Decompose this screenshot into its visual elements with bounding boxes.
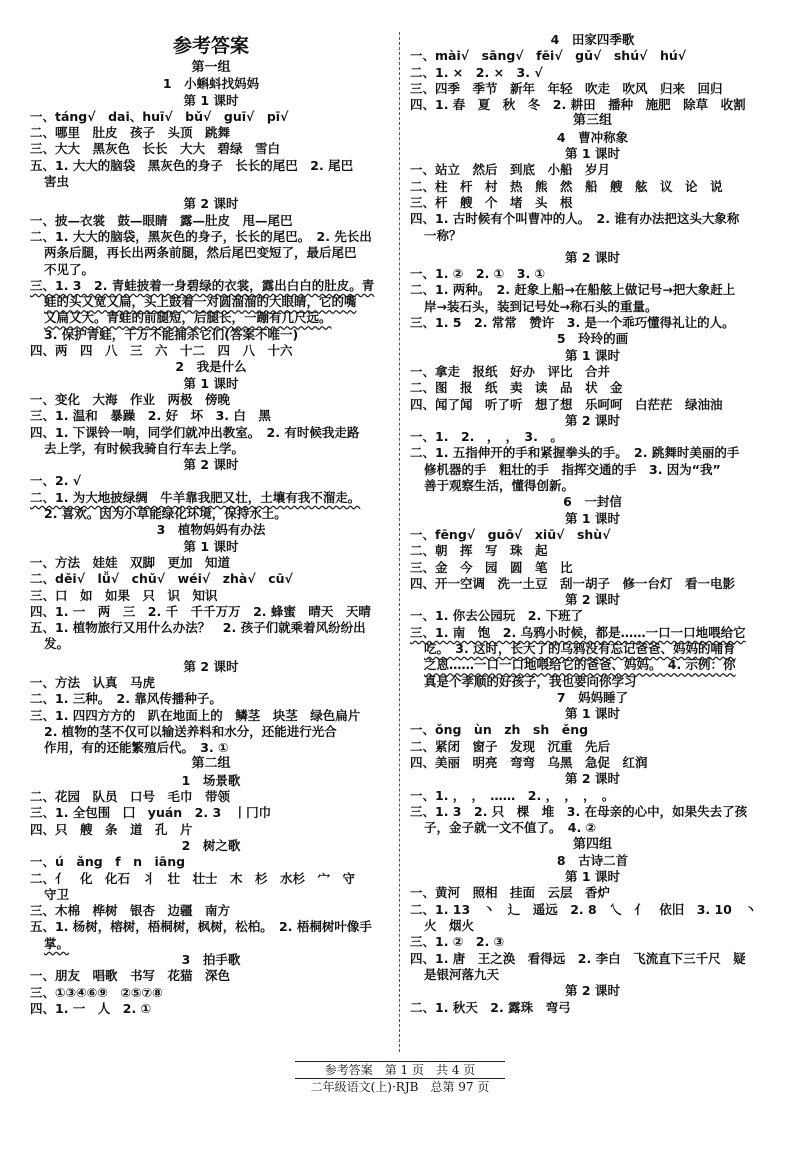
answer-line: 一、mài√ sāng√ fēi√ gǔ√ shú√ hú√: [410, 48, 687, 64]
answer-line: 三、杆 艘 个 堵 头 根: [410, 194, 573, 210]
answer-line: 二、1. 秋天 2. 露珠 弯弓: [410, 999, 571, 1015]
answer-line: 三、四季 季节 新年 年轻 吹走 吹风 归来 回归: [410, 80, 723, 96]
answer-line: 一、黄河 照相 挂面 云层 香炉: [410, 885, 611, 901]
answer-line: 是银河落九天: [424, 966, 500, 982]
answer-line: 三、1. 南 饱 2. 乌鸦小时候，都是……一口一口地喂给它: [410, 624, 746, 640]
section-heading: 3 拍手歌: [181, 952, 241, 968]
answer-line: 3. 保护青蛙，千万不能捕杀它们(答案不唯一): [44, 326, 299, 342]
section-heading: 第 2 课时: [565, 983, 620, 999]
answer-line: 火 烟火: [424, 918, 475, 934]
page-footer: [0, 1060, 800, 1094]
answer-line: 二、哪里 肚皮 孩子 头顶 跳舞: [30, 125, 231, 141]
section-heading: 第 1 课时: [565, 869, 620, 885]
section-heading: 1 场景歌: [181, 772, 241, 788]
answer-line: 三、①③④⑥⑨ ②⑤⑦⑧: [30, 984, 163, 1000]
answer-line: 三、1. 5 2. 常常 赞许 3. 是一个乖巧懂得礼让的人。: [410, 315, 735, 331]
answer-line: 掌。: [44, 935, 70, 951]
answer-line: 三、1. 四四方方的 趴在地面上的 鳞茎 块茎 绿色扁片: [30, 707, 361, 723]
answer-line: 五、1. 植物旅行又用什么办法？ 2. 孩子们就乘着风纷纷出: [30, 620, 366, 636]
answer-line: 二、1. 大大的脑袋，黑灰色的身子，长长的尾巴。 2. 先长出: [30, 228, 372, 244]
section-heading: 1 小蝌蚪找妈妈: [162, 76, 260, 92]
section-heading: 第 1 课时: [565, 347, 620, 363]
right-column: [410, 32, 775, 1016]
section-heading: 第 2 课时: [565, 249, 620, 265]
answer-line: 四、开一空调 洗一土豆 刮一胡子 修一台灯 看一电影: [410, 575, 736, 591]
section-heading: 第 1 课时: [183, 375, 239, 391]
section-heading: 4 田家四季歌: [550, 32, 635, 47]
answer-line: 守卫: [44, 886, 70, 902]
section-heading: 第 1 课时: [565, 510, 620, 526]
answer-line: 二、紧闭 窗子 发现 沉重 先后: [410, 738, 611, 754]
answer-line: 一、2. √: [30, 473, 82, 489]
answer-line: 一、站立 然后 到底 小船 岁月: [410, 162, 611, 178]
answer-line: 修机器的手 粗壮的手 指挥交通的手 3. 因为“我”: [424, 461, 721, 477]
section-heading: 6 一封信: [563, 494, 622, 510]
answer-line: 四、1. 唐 王之涣 看得远 2. 李白 飞流直下三千尺 疑: [410, 950, 746, 966]
section-heading: 第 2 课时: [183, 196, 239, 212]
answer-line: 之恩……一口一口地喂给它的爸爸、妈妈。 4. 示例：你: [424, 657, 736, 673]
answer-line: 四、1. 春 夏 秋 冬 2. 耕田 播种 施肥 除草 收割: [410, 97, 746, 113]
answer-line: 四、闻了闻 听了听 想了想 乐呵呵 白茫茫 绿油油: [410, 396, 723, 412]
answer-line: 一、方法 认真 马虎: [30, 674, 156, 690]
answer-line: 四、1. 下课铃一响，同学们就冲出教室。 2. 有时候我走路: [30, 424, 360, 440]
answer-line: 真是个孝顺的好孩子，我也要向你学习: [424, 673, 637, 689]
section-heading: 第 2 课时: [183, 658, 239, 674]
section-heading: 第一组: [191, 60, 231, 75]
answer-line: 一称？: [424, 227, 462, 243]
answer-line: 一、1. 你去公园玩 2. 下班了: [410, 608, 584, 624]
answer-line: 蛙的头又宽又扁，头上鼓着一对圆溜溜的大眼睛，它的嘴: [44, 294, 357, 310]
answer-line: 五、1. 杨树，榕树，梧桐树，枫树，松柏。 2. 梧桐树叶像手: [30, 919, 372, 935]
answer-line: 四、只 艘 条 道 孔 片: [30, 821, 193, 837]
answer-line: 一、1. ， ， …… 2. ， ， ， 。: [410, 787, 615, 803]
answer-line: 四、1. 一 两 三 2. 千 千千万万 2. 蜂蜜 晴天 天晴: [30, 603, 371, 619]
section-heading: 5 玲玲的画: [556, 331, 629, 347]
answer-line: 三、1. 温和 暴躁 2. 好 坏 3. 白 黑: [30, 408, 271, 424]
answer-line: 吃。 3. 这时，长大了的乌鸦没有忘记爸爸、妈妈的哺育: [424, 640, 736, 656]
answer-line: 发。: [44, 636, 70, 652]
answer-line: 作用，有的还能繁殖后代。 3. ①: [44, 740, 229, 756]
answer-line: 二、1. 五指伸开的手和紧握拳头的手。 2. 跳舞时美丽的手: [410, 445, 740, 461]
section-heading: 第 2 课时: [565, 592, 620, 608]
answer-line: 2. 喜欢。因为小草能绿化环境，保持水土。: [44, 506, 287, 522]
section-heading: 第 1 课时: [565, 706, 620, 722]
answer-line: 岸→装石头，装到记号处→称石头的重量。: [424, 298, 658, 314]
answer-line: 一、1. 2. ， ， 3. 。: [410, 429, 563, 445]
answer-line: 四、1. 一 人 2. ①: [30, 1000, 152, 1016]
answer-line: 二、图 报 纸 卖 读 品 状 金: [410, 380, 623, 396]
answer-line: 不见了。: [44, 261, 95, 277]
answer-line: 三、口 如 如果 只 识 知识: [30, 587, 218, 603]
answer-line: 三、1. 3 2. 青蛙披着一身碧绿的衣裳，露出白白的肚皮。青: [30, 277, 375, 293]
answer-line: 去上学，有时候我骑自行车去上学。: [44, 440, 245, 456]
answer-line: 二、柱 杆 村 热 熊 然 船 艘 舷 议 论 说: [410, 178, 723, 194]
section-heading: 第二组: [191, 756, 231, 772]
answer-line: 四、美丽 明亮 弯弯 乌黑 急促 红润: [410, 755, 648, 771]
answer-line: 二、1. 为大地披绿绸 牛羊靠我肥又壮，土壤有我不溜走。: [30, 489, 361, 505]
page-title: 参考答案: [172, 35, 249, 57]
section-heading: 第 2 课时: [565, 771, 620, 787]
answer-line: 一、方法 娃娃 双脚 更加 知道: [30, 554, 231, 570]
answer-line: 三、1. 全包围 囗 yuán 2. 3 丨冂巾: [30, 805, 272, 821]
answer-line: 害虫: [44, 174, 70, 190]
answer-line: 三、1. ② 2. ③: [410, 934, 505, 950]
section-heading: 第四组: [572, 836, 612, 852]
left-column: [30, 32, 392, 1017]
section-heading: 2 我是什么: [175, 359, 247, 375]
answer-line: 两条后腿，再长出两条前腿，然后尾巴变短了，最后尾巴: [44, 245, 357, 261]
answer-line: 一、fēng√ guō√ xiū√ shù√: [410, 526, 611, 542]
section-heading: 第 2 课时: [565, 412, 620, 428]
answer-line: 子，金子就一文不值了。 4. ②: [424, 820, 597, 836]
answer-line: 一、变化 大海 作业 两极 傍晚: [30, 391, 231, 407]
footer-page-info: 参考答案 第 1 页 共 4 页: [324, 1063, 476, 1077]
section-heading: 2 树之歌: [181, 837, 241, 853]
answer-line: 一、1. ② 2. ① 3. ①: [410, 266, 546, 282]
answer-line: 一、披—衣裳 鼓—眼睛 露—肚皮 甩—尾巴: [30, 212, 293, 228]
answer-line: 三、大大 黑灰色 长长 大大 碧绿 雪白: [30, 141, 281, 157]
answer-line: 一、ǒng ùn zh sh ěng: [410, 722, 589, 738]
answer-line: 三、金 今 园 圆 笔 比: [410, 559, 573, 575]
footer-rule: [295, 1078, 505, 1079]
section-heading: 4 曹冲称象: [556, 129, 629, 145]
answer-line: 四、1. 古时候有个叫曹冲的人。 2. 谁有办法把这头大象称: [410, 211, 740, 227]
answer-line: 二、děi√ lǚ√ chǔ√ wéi√ zhà√ cū√: [30, 571, 293, 587]
section-heading: 8 古诗二首: [556, 852, 629, 868]
answer-line: 二、朝 挥 写 珠 起: [410, 543, 548, 559]
answer-line: 一、táng√ dai、huī√ bǔ√ guī√ pī√: [30, 108, 289, 124]
section-heading: 3 植物妈妈有办法: [156, 522, 266, 538]
section-heading: 第 1 课时: [183, 538, 239, 554]
answer-line: 二、1. 13 丶 辶 遥远 2. 8 乀 亻 依旧 3. 10 丶: [410, 901, 757, 917]
answer-line: 善于观察生活，懂得创新。: [424, 478, 575, 494]
answer-line: 二、花园 队员 口号 毛巾 带领: [30, 789, 231, 805]
footer-rule: [295, 1061, 505, 1062]
section-heading: 第 2 课时: [183, 457, 239, 473]
section-heading: 7 妈妈睡了: [556, 689, 629, 705]
answer-line: 二、1. 两种。 2. 赶象上船→在船舷上做记号→把大象赶上: [410, 282, 736, 298]
answer-line: 三、木棉 桦树 银杏 边疆 南方: [30, 903, 231, 919]
answer-line: 二、1. × 2. × 3. √: [410, 64, 543, 80]
answer-line: 又扁又大。青蛙的前腿短，后腿长，一蹦有几尺远。: [44, 310, 332, 326]
column-divider: [399, 32, 400, 1052]
section-heading: 第 1 课时: [565, 146, 620, 162]
answer-line: 一、朋友 唱歌 书写 花猫 深色: [30, 968, 231, 984]
answer-line: 四、两 四 八 三 六 十二 四 八 十六: [30, 343, 293, 359]
answer-line: 三、1. 3 2. 只 棵 堆 3. 在母亲的心中，如果失去了孩: [410, 803, 748, 819]
section-heading: 第三组: [572, 113, 612, 129]
answer-line: 一、拿走 报纸 好办 评比 合并: [410, 363, 611, 379]
answer-line: 二、亻 化 化石 丬 壮 壮士 木 杉 水杉 宀 守: [30, 870, 356, 886]
answer-line: 二、1. 三种。 2. 靠风传播种子。: [30, 691, 222, 707]
footer-book-info: 二年级语文(上)·RJB 总第 97 页: [310, 1080, 490, 1094]
answer-line: 一、ú ǎng f n iāng: [30, 854, 186, 870]
answer-line: 2. 植物的茎不仅可以输送养料和水分，还能进行光合: [44, 723, 337, 739]
section-heading: 第 1 课时: [183, 92, 239, 108]
answer-line: 五、1. 大大的脑袋 黑灰色的身子 长长的尾巴 2. 尾巴: [30, 157, 354, 173]
